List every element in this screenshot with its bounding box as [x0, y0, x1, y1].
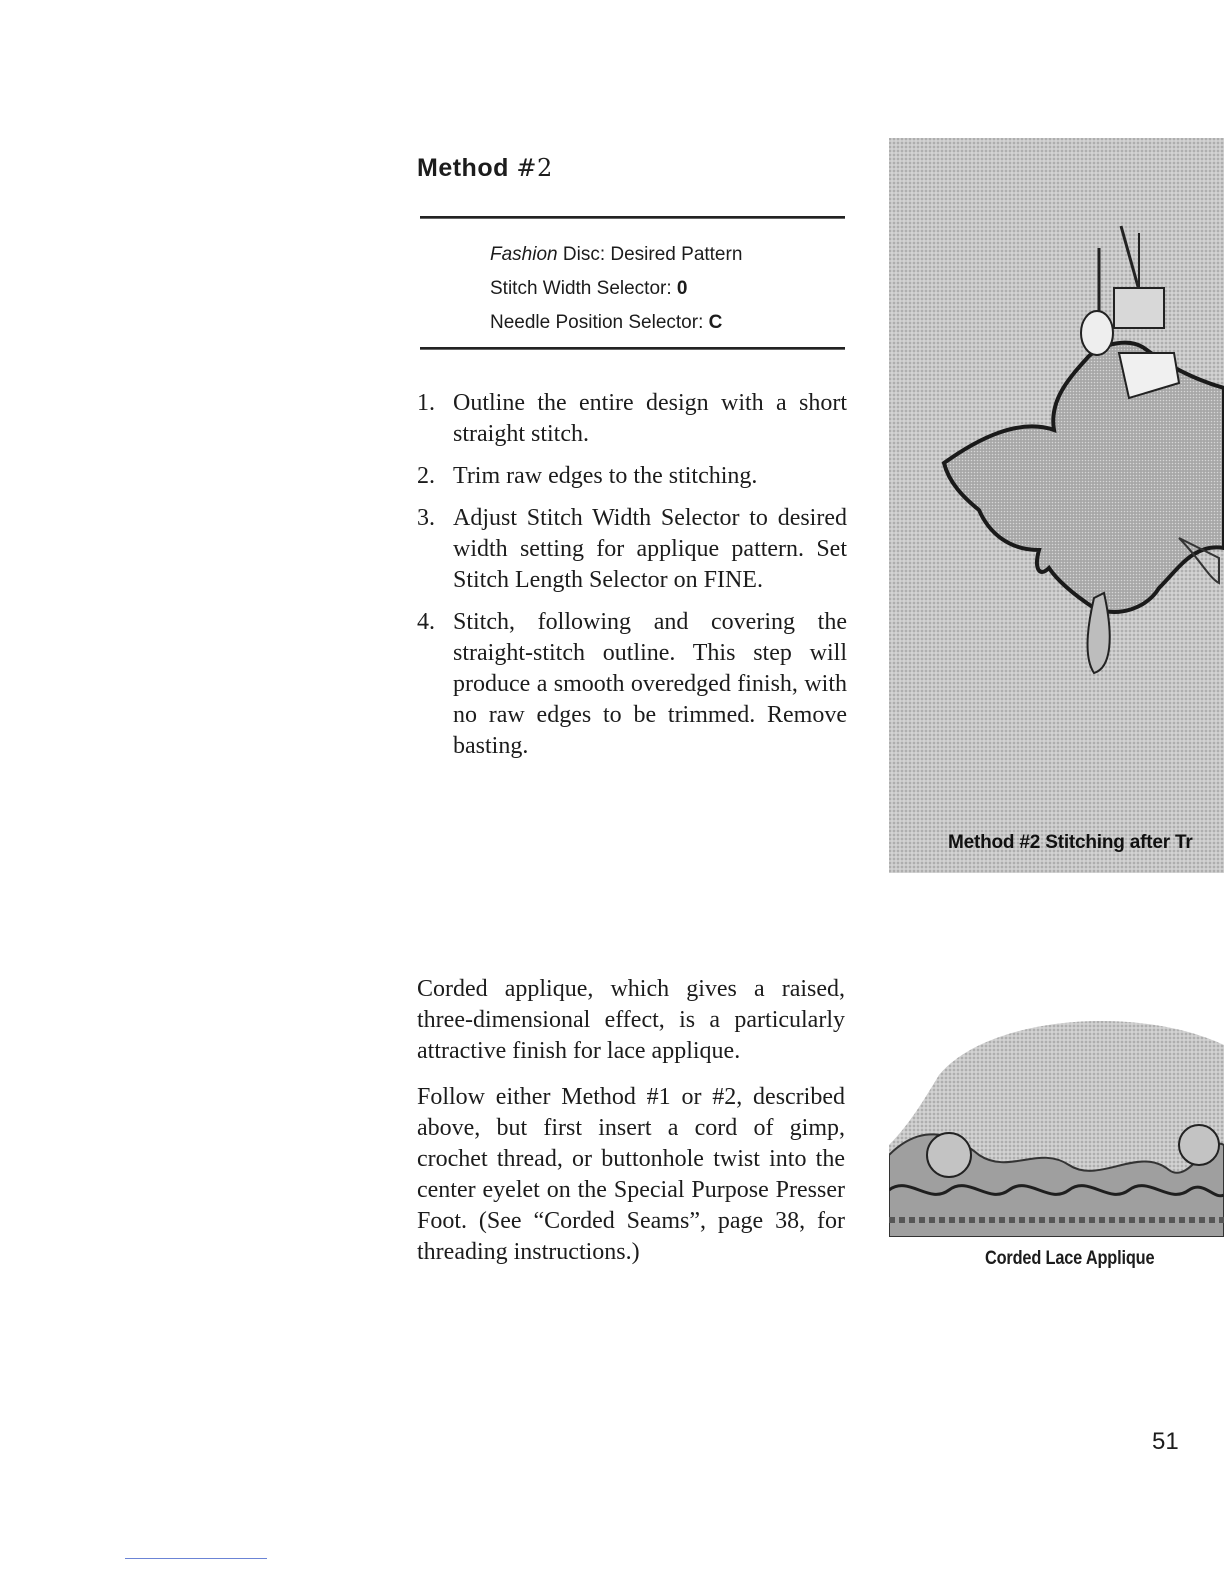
steps-list	[417, 388, 847, 773]
setting-label: Stitch Width Selector:	[490, 278, 677, 299]
applique-stitching-photo	[889, 138, 1224, 873]
settings-top-rule	[420, 216, 845, 219]
footer-divider	[125, 1558, 267, 1559]
heading-word: Method	[417, 154, 509, 182]
step-item	[417, 607, 847, 762]
step-number: 2.	[417, 463, 435, 489]
step-number: 1.	[417, 390, 435, 416]
step-item	[417, 388, 847, 450]
step-text: Trim raw edges to the stitching.	[453, 463, 758, 489]
heading-number: #2	[516, 154, 553, 182]
corded-lace-photo	[889, 1005, 1224, 1237]
step-item	[417, 461, 847, 492]
machine-settings	[490, 238, 742, 340]
setting-value: 0	[676, 278, 688, 299]
photo-caption-method-2: Method #2 Stitching after Tr	[948, 832, 1193, 853]
step-text: Adjust Stitch Width Selector to desired width setting for applique pattern. Set Stitch Length Selector on FINE.	[453, 505, 847, 593]
leaf-applique-illustration	[889, 138, 1224, 873]
section-heading	[417, 154, 553, 183]
lace-applique-illustration	[889, 1005, 1224, 1237]
step-number: 4.	[417, 609, 435, 635]
step-text: Outline the entire design with a short straight stitch.	[453, 390, 847, 447]
page-number: 51	[1152, 1428, 1179, 1455]
setting-needle-position	[490, 306, 742, 340]
setting-value: C	[708, 312, 723, 333]
setting-value: Desired Pattern	[610, 244, 743, 265]
setting-label-italic: Fashion	[490, 244, 558, 265]
corded-paragraph-1: Corded applique, which gives a raised, three-dimensional effect, is a particularly attractive finish for lace applique.	[417, 976, 845, 1064]
setting-label: Needle Position Selector:	[490, 312, 709, 333]
setting-label: Disc:	[557, 244, 611, 265]
photo-caption-corded-lace: Corded Lace Applique	[985, 1248, 1155, 1269]
corded-paragraph-2: Follow either Method #1 or #2, described above, but first insert a cord of gimp, crochet thread, or buttonhole twist into the center eyelet on the Special Purpose Presser Foot. (See “Corded Seams”, page 38, for threading instructions.)	[417, 1084, 845, 1265]
settings-bottom-rule	[420, 347, 845, 350]
step-item	[417, 503, 847, 596]
step-number: 3.	[417, 505, 435, 531]
setting-fashion-disc	[490, 238, 742, 272]
setting-stitch-width	[490, 272, 742, 306]
step-text: Stitch, following and covering the straight-stitch outline. This step will produce a smooth overedged finish, with no raw edges to be trimmed. Remove basting.	[453, 609, 847, 759]
